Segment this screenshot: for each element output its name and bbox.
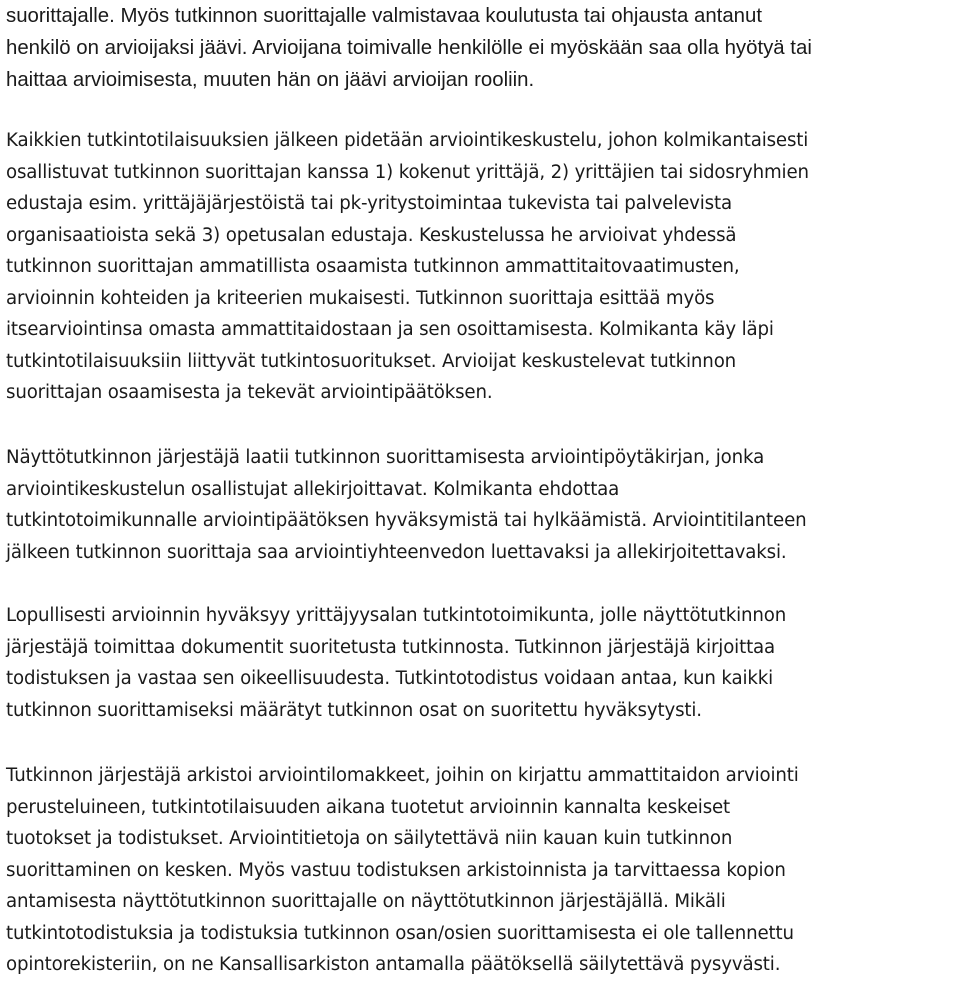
text-line: Tutkinnon järjestäjä arkistoi arviointilomakkeet, joihin on kirjattu ammattitaidon arviointi <box>6 765 799 786</box>
text-line: haittaa arvioimisesta, muuten hän on jäävi arvioijan rooliin. <box>6 69 535 91</box>
text-line: Näyttötutkinnon järjestäjä laatii tutkinnon suorittamisesta arviointipöytäkirjan, jonka <box>6 447 765 468</box>
text-line: tuotokset ja todistukset. Arviointitietoja on säilytettävä niin kauan kuin tutkinnon <box>6 828 733 849</box>
text-line: arvioinnin kohteiden ja kriteerien mukaisesti. Tutkinnon suorittaja esittää myös <box>6 287 715 309</box>
text-line: tutkintotilaisuuksiin liittyvät tutkintosuoritukset. Arvioijat keskustelevat tutkinnon <box>6 350 737 372</box>
text-line: tutkintotodistuksia ja todistuksia tutkinnon osan/osien suorittamisesta ei ole tallennettu <box>6 922 794 944</box>
text-line: suorittajan osaamisesta ja tekevät arviointipäätöksen. <box>6 382 493 403</box>
paragraph-final-approval <box>6 600 786 726</box>
text-line: edustaja esim. yrittäjäjärjestöistä tai pk-yritystoimintaa tukevista tai palvelevista <box>6 193 732 214</box>
text-line: arviointikeskustelun osallistujat allekirjoittavat. Kolmikanta ehdottaa <box>6 478 620 500</box>
text-line: osallistuvat tutkinnon suorittajan kanssa 1) kokenut yrittäjä, 2) yrittäjien tai sidosryhmien <box>6 161 809 183</box>
text-line: suorittajalle. Myös tutkinnon suorittajalle valmistavaa koulutusta tai ohjausta antanut <box>6 5 763 27</box>
paragraph-archiving <box>6 760 799 981</box>
text-line: antamisesta näyttötutkinnon suorittajalle on näyttötutkinnon järjestäjällä. Mikäli <box>6 891 726 912</box>
text-line: henkilö on arvioijaksi jäävi. Arvioijana toimivalle henkilölle ei myöskään saa olla hyötyä tai <box>6 37 812 59</box>
text-line: organisaatioista sekä 3) opetusalan edustaja. Keskustelussa he arvioivat yhdessä <box>6 224 737 246</box>
paragraph-assessment-discussion <box>6 125 809 409</box>
text-line: perusteluineen, tutkintotilaisuuden aikana tuotetut arvioinnin kannalta keskeiset <box>6 796 731 818</box>
paragraph-assessment-record <box>6 442 807 568</box>
text-line: tutkinnon suorittamiseksi määrätyt tutkinnon osat on suoritettu hyväksytysti. <box>6 699 702 721</box>
text-line: suorittaminen on kesken. Myös vastuu todistuksen arkistoinnista ja tarvittaessa kopion <box>6 859 786 881</box>
text-line: Kaikkien tutkintotilaisuuksien jälkeen pidetään arviointikeskustelu, johon kolmikantaisesti <box>6 130 809 151</box>
paragraph-eligibility <box>6 0 812 96</box>
text-line: todistuksen ja vastaa sen oikeellisuudesta. Tutkintotodistus voidaan antaa, kun kaikki <box>6 668 774 689</box>
text-line: opintorekisteriin, on ne Kansallisarkiston antamalla päätöksellä säilytettävä pysyvästi. <box>6 954 781 975</box>
text-line: tutkintotoimikunnalle arviointipäätöksen hyväksymistä tai hylkäämistä. Arviointitilanteen <box>6 510 807 531</box>
text-line: Lopullisesti arvioinnin hyväksyy yrittäjyysalan tutkintotoimikunta, jolle näyttötutkinnon <box>6 605 787 626</box>
text-line: itsearviointinsa omasta ammattitaidostaan ja sen osoittamisesta. Kolmikanta käy läpi <box>6 319 774 340</box>
text-line: järjestäjä toimittaa dokumentit suoritetusta tutkinnosta. Tutkinnon järjestäjä kirjoittaa <box>6 636 776 658</box>
text-line: jälkeen tutkinnon suorittaja saa arviointiyhteenvedon luettavaksi ja allekirjoitettavaksi. <box>6 541 787 563</box>
text-line: tutkinnon suorittajan ammatillista osaamista tutkinnon ammattitaitovaatimusten, <box>6 256 740 277</box>
